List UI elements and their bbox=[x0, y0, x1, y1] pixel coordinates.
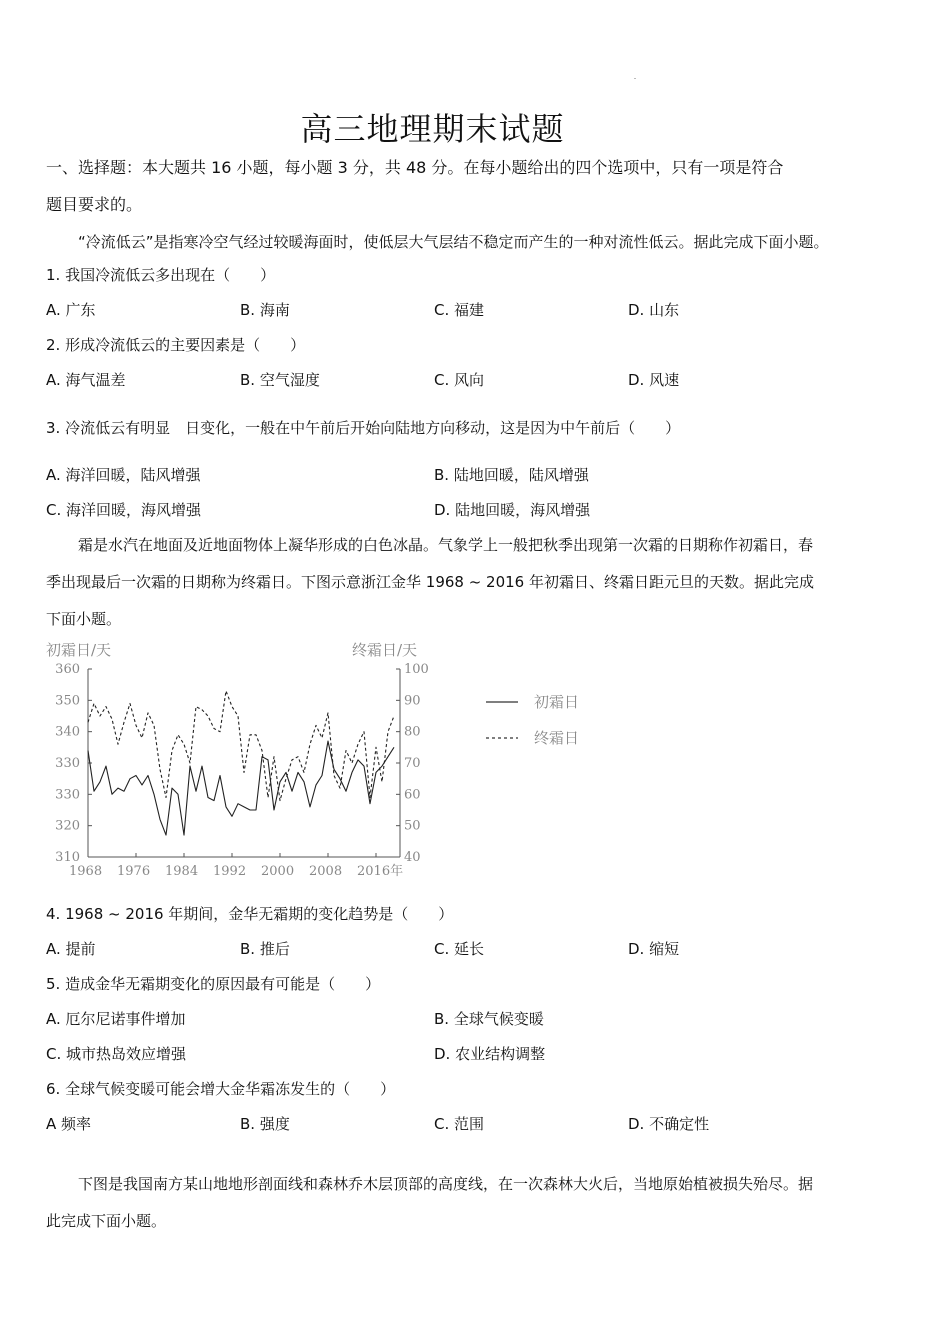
section-heading-cont: 题目要求的。 bbox=[46, 195, 143, 214]
question-4-option-a[interactable]: A. 提前 bbox=[46, 940, 96, 958]
question-2-option-b[interactable]: B. 空气湿度 bbox=[240, 371, 320, 389]
question-5-option-a[interactable]: A. 厄尔尼诺事件增加 bbox=[46, 1010, 186, 1028]
right-tick-label: 100 bbox=[404, 662, 429, 677]
question-5-option-b[interactable]: B. 全球气候变暖 bbox=[434, 1010, 544, 1028]
question-4-option-d[interactable]: D. 缩短 bbox=[628, 940, 680, 958]
x-tick-label: 1976 bbox=[117, 864, 151, 879]
question-4-option-c[interactable]: C. 延长 bbox=[434, 940, 485, 958]
question-6-option-a[interactable]: A 频率 bbox=[46, 1115, 92, 1133]
intro-paragraph-3-line-2: 此完成下面小题。 bbox=[46, 1212, 167, 1230]
intro-paragraph-2-line-2: 季出现最后一次霜的日期称为终霜日。下图示意浙江金华 1968 ~ 2016 年初霜日、终霜日距元旦的天数。据此完成 bbox=[46, 573, 814, 591]
right-axis-title: 终霜日/天 bbox=[352, 641, 418, 659]
question-3-option-c[interactable]: C. 海洋回暖，海风增强 bbox=[46, 501, 202, 519]
question-5-option-c[interactable]: C. 城市热岛效应增强 bbox=[46, 1045, 187, 1063]
left-tick-label: 330 bbox=[55, 756, 80, 771]
question-2-option-c[interactable]: C. 风向 bbox=[434, 371, 485, 389]
question-1-option-c[interactable]: C. 福建 bbox=[434, 301, 485, 319]
intro-paragraph-3: 下图是我国南方某山地地形剖面线和森林乔木层顶部的高度线，在一次森林大火后，当地原始植被损失殆尽。据 bbox=[78, 1175, 814, 1193]
x-tick-label: 1992 bbox=[213, 864, 247, 879]
question-5-stem: 5. 造成金华无霜期变化的原因最有可能是（ ） bbox=[46, 975, 381, 993]
x-tick-label: 1968 bbox=[69, 864, 103, 879]
question-6-stem: 6. 全球气候变暖可能会增大金华霜冻发生的（ ） bbox=[46, 1080, 396, 1098]
question-1-option-d[interactable]: D. 山东 bbox=[628, 301, 680, 319]
question-3-option-a[interactable]: A. 海洋回暖，陆风增强 bbox=[46, 466, 201, 484]
right-tick-label: 90 bbox=[404, 693, 421, 709]
question-4-stem: 4. 1968 ~ 2016 年期间，金华无霜期的变化趋势是（ ） bbox=[46, 905, 454, 923]
legend-last-frost: 终霜日 bbox=[534, 729, 580, 747]
page-title: 高三地理期末试题 bbox=[300, 110, 565, 148]
question-1-option-b[interactable]: B. 海南 bbox=[240, 301, 290, 319]
question-6-option-c[interactable]: C. 范围 bbox=[434, 1115, 485, 1133]
frost-day-chart bbox=[0, 630, 640, 892]
x-tick-label: 2008 bbox=[309, 864, 343, 879]
question-3-option-d[interactable]: D. 陆地回暖，海风增强 bbox=[434, 501, 591, 519]
x-tick-label: 2000 bbox=[261, 864, 295, 879]
left-tick-label: 310 bbox=[55, 850, 80, 865]
legend-first-frost: 初霜日 bbox=[534, 693, 580, 711]
section-heading: 一、选择题：本大题共 16 小题，每小题 3 分，共 48 分。在每小题给出的四个选项中，只有一项是符合 bbox=[46, 158, 784, 177]
question-3-option-b[interactable]: B. 陆地回暖，陆风增强 bbox=[434, 466, 589, 484]
intro-paragraph-2: 霜是水汽在地面及近地面物体上凝华形成的白色冰晶。气象学上一般把秋季出现第一次霜的日期称作初霜日，春 bbox=[78, 536, 814, 554]
question-6-option-b[interactable]: B. 强度 bbox=[240, 1115, 290, 1133]
left-tick-label: 360 bbox=[55, 662, 80, 677]
question-1-stem: 1. 我国冷流低云多出现在（ ） bbox=[46, 266, 276, 284]
stray-dot bbox=[634, 78, 636, 79]
right-tick-label: 60 bbox=[404, 787, 421, 803]
question-6-option-d[interactable]: D. 不确定性 bbox=[628, 1115, 710, 1133]
question-4-option-b[interactable]: B. 推后 bbox=[240, 940, 290, 958]
question-2-stem: 2. 形成冷流低云的主要因素是（ ） bbox=[46, 336, 306, 354]
intro-paragraph-2-line-3: 下面小题。 bbox=[46, 610, 122, 628]
question-5-option-d[interactable]: D. 农业结构调整 bbox=[434, 1045, 546, 1063]
question-1-option-a[interactable]: A. 广东 bbox=[46, 301, 96, 319]
question-2-option-a[interactable]: A. 海气温差 bbox=[46, 371, 126, 389]
question-3-stem: 3. 冷流低云有明显 日变化，一般在中午前后开始向陆地方向移动，这是因为中午前后（ ） bbox=[46, 419, 681, 437]
right-tick-label: 50 bbox=[404, 818, 421, 834]
left-tick-label: 320 bbox=[55, 818, 80, 834]
left-tick-label: 350 bbox=[55, 693, 80, 709]
left-tick-label: 330 bbox=[55, 787, 80, 803]
right-tick-label: 80 bbox=[404, 724, 421, 740]
left-tick-label: 340 bbox=[55, 724, 80, 740]
x-tick-label: 2016年 bbox=[357, 864, 404, 879]
question-2-option-d[interactable]: D. 风速 bbox=[628, 371, 680, 389]
intro-paragraph-1: “冷流低云”是指寒冷空气经过较暖海面时，使低层大气层结不稳定而产生的一种对流性低云。据此完成下面小题。 bbox=[78, 233, 829, 251]
right-tick-label: 70 bbox=[404, 756, 421, 771]
chart-legend bbox=[486, 693, 579, 747]
right-tick-label: 40 bbox=[404, 850, 421, 865]
chart-series bbox=[88, 691, 394, 835]
left-axis-title: 初霜日/天 bbox=[46, 641, 112, 659]
x-tick-label: 1984 bbox=[165, 864, 199, 879]
